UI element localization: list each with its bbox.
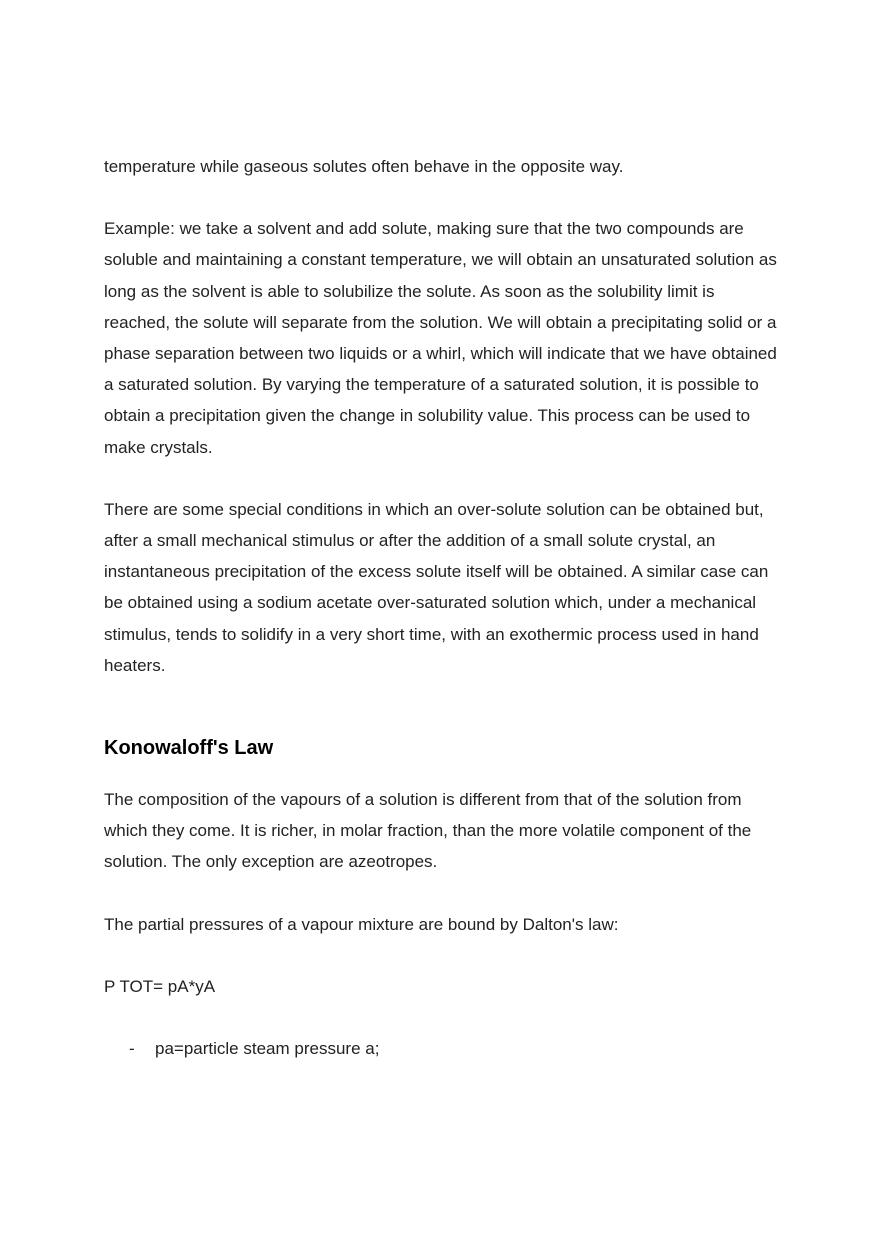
paragraph-example: Example: we take a solvent and add solute, making sure that the two compounds are soluble and maintaining a constant temperature, we will obtain an unsaturated solution as long as the solvent is able to solubilize the solute. As soon as the solubility limit is reached, the solute will separate from the solution. We will obtain a precipitating solid or a phase separation between two liquids or a whirl, which will indicate that we have obtained a saturated solution. By varying the temperature of a saturated solution, it is possible to obtain a precipitation given the change in solubility value. This process can be used to make crystals. (104, 219, 777, 457)
section-heading: Konowaloff's Law (104, 737, 274, 760)
paragraph-special-conditions: There are some special conditions in which an over-solute solution can be obtained but, after a small mechanical stimulus or after the addition of a small solute crystal, an instantaneous precipitation of the excess solute itself will be obtained. A similar case can be obtained using a sodium acetate over-saturated solution which, under a mechanical stimulus, tends to solidify in a very short time, with an exothermic process used in hand heaters. (104, 499, 769, 675)
list-item-text: pa=particle steam pressure a; (155, 1039, 380, 1059)
paragraph-temperature: temperature while gaseous solutes often behave in the opposite way. (104, 157, 624, 176)
paragraph-composition: The composition of the vapours of a solution is different from that of the solution from which they come. It is richer, in molar fraction, than the more volatile component of the solution. The only exception are azeotropes. (104, 790, 752, 872)
bullet-dash: - (129, 1039, 135, 1059)
paragraph-dalton: The partial pressures of a vapour mixture are bound by Dalton's law: (104, 914, 619, 934)
formula-line: P TOT= pA*yA (104, 976, 216, 996)
document-page (104, 151, 784, 1064)
list-item (104, 1033, 784, 1064)
